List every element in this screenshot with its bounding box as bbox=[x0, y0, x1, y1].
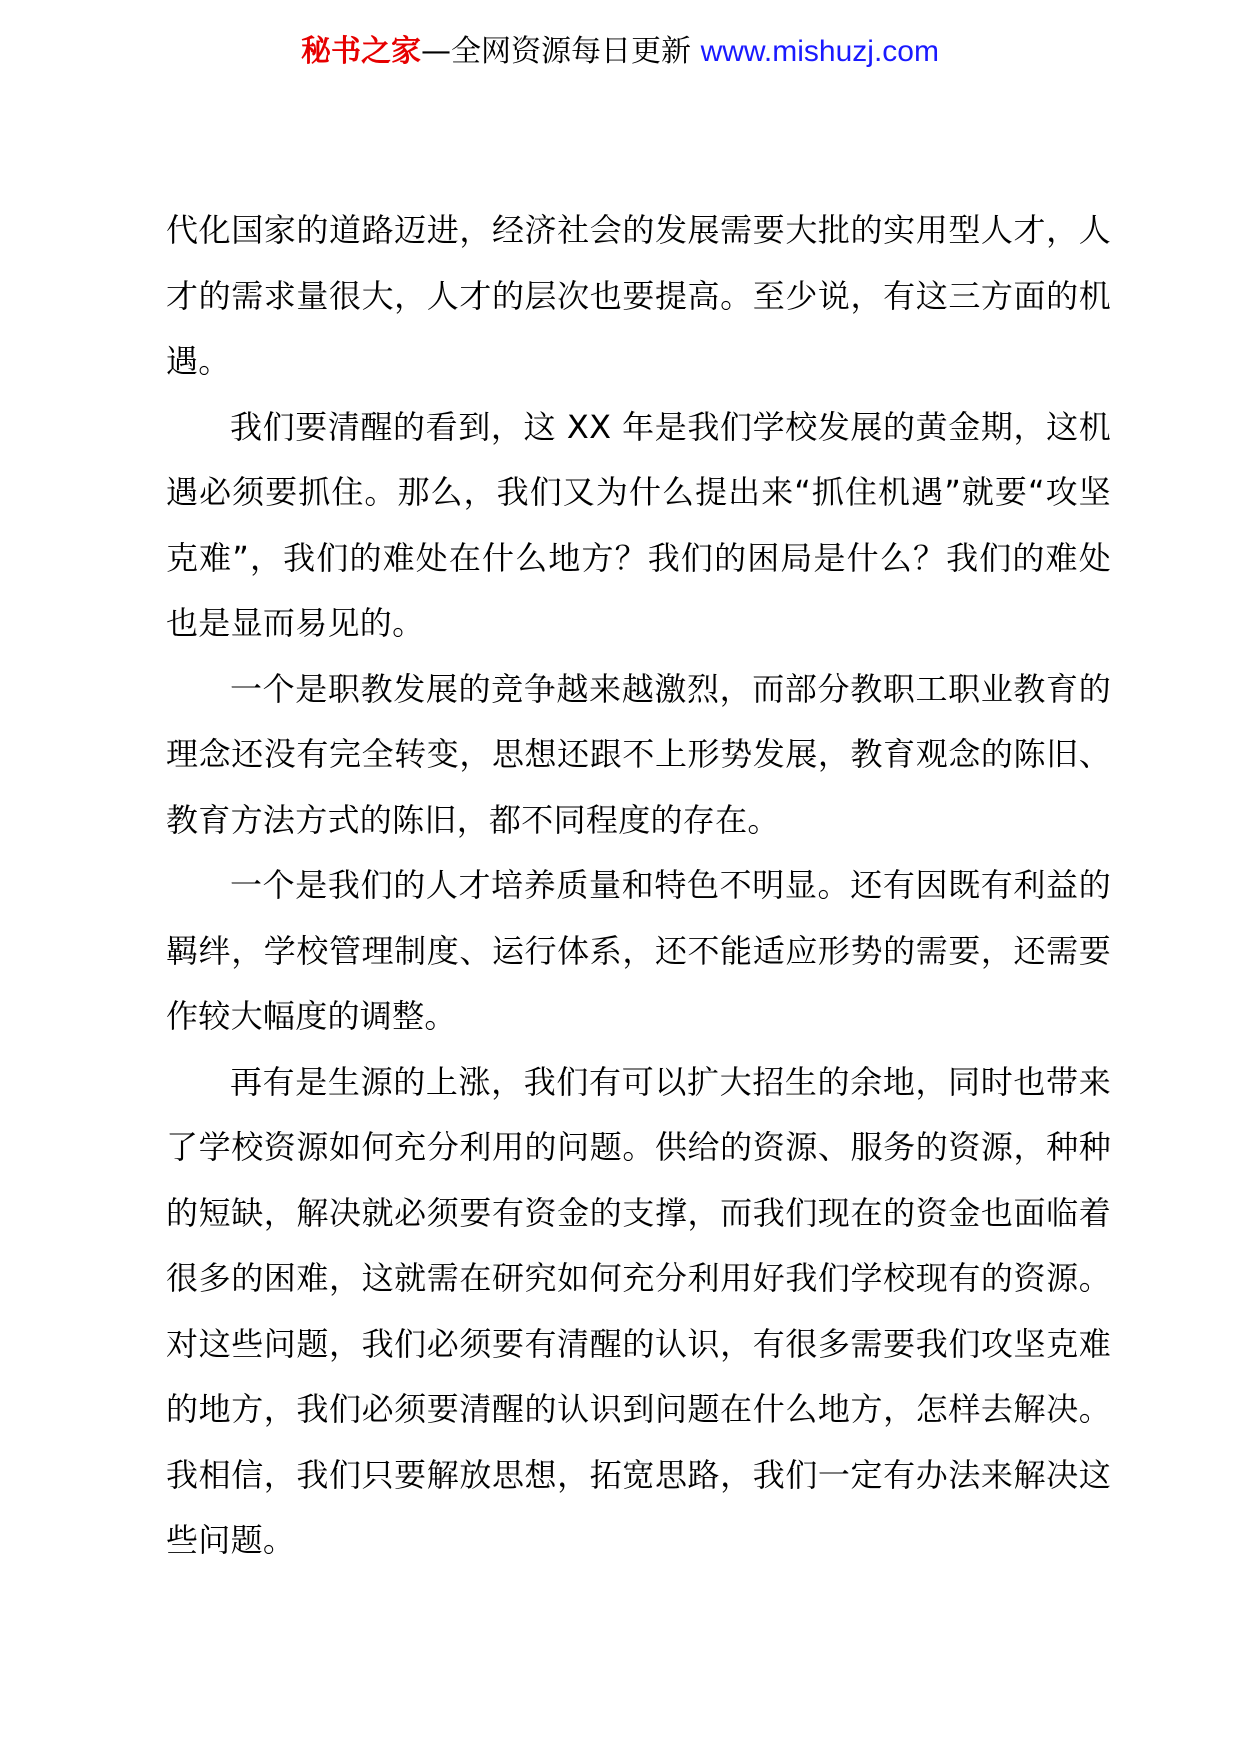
site-url-link[interactable]: www.mishuzj.com bbox=[700, 35, 939, 68]
page-header bbox=[0, 30, 1240, 74]
brand-name: 秘书之家 bbox=[301, 34, 422, 69]
paragraph-5: 再有是生源的上涨，我们有可以扩大招生的余地，同时也带来了学校资源如何充分利用的问题。供给的资源、服务的资源，种种的短缺，解决就必须要有资金的支撑，而我们现在的资金也面临着很多的困难，这就需在研究如何充分利用好我们学校现有的资源。对这些问题，我们必须要有清醒的认识，有很多需要我们攻坚克难的地方，我们必须要清醒的认识到问题在什么地方，怎样去解决。我相信，我们只要解放思想，拓宽思路，我们一定有办法来解决这些问题。 bbox=[166, 1062, 1111, 1559]
paragraph-2: 我们要清醒的看到，这 XX 年是我们学校发展的黄金期，这机遇必须要抓住。那么，我们又为什么提出来“抓住机遇”就要“攻坚克难”，我们的难处在什么地方？我们的困局是什么？我们的难处也是显而易见的。 bbox=[166, 407, 1111, 642]
header-tagline: —全网资源每日更新 bbox=[421, 34, 692, 69]
paragraph-1: 代化国家的道路迈进，经济社会的发展需要大批的实用型人才，人才的需求量很大，人才的层次也要提高。至少说，有这三方面的机遇。 bbox=[166, 211, 1111, 380]
paragraph-4: 一个是我们的人才培养质量和特色不明显。还有因既有利益的羁绊，学校管理制度、运行体系，还不能适应形势的需要，还需要作较大幅度的调整。 bbox=[166, 866, 1111, 1035]
paragraph-3: 一个是职教发展的竞争越来越激烈，而部分教职工职业教育的理念还没有完全转变，思想还跟不上形势发展，教育观念的陈旧、教育方法方式的陈旧，都不同程度的存在。 bbox=[166, 669, 1111, 839]
document-body bbox=[166, 198, 1111, 1574]
